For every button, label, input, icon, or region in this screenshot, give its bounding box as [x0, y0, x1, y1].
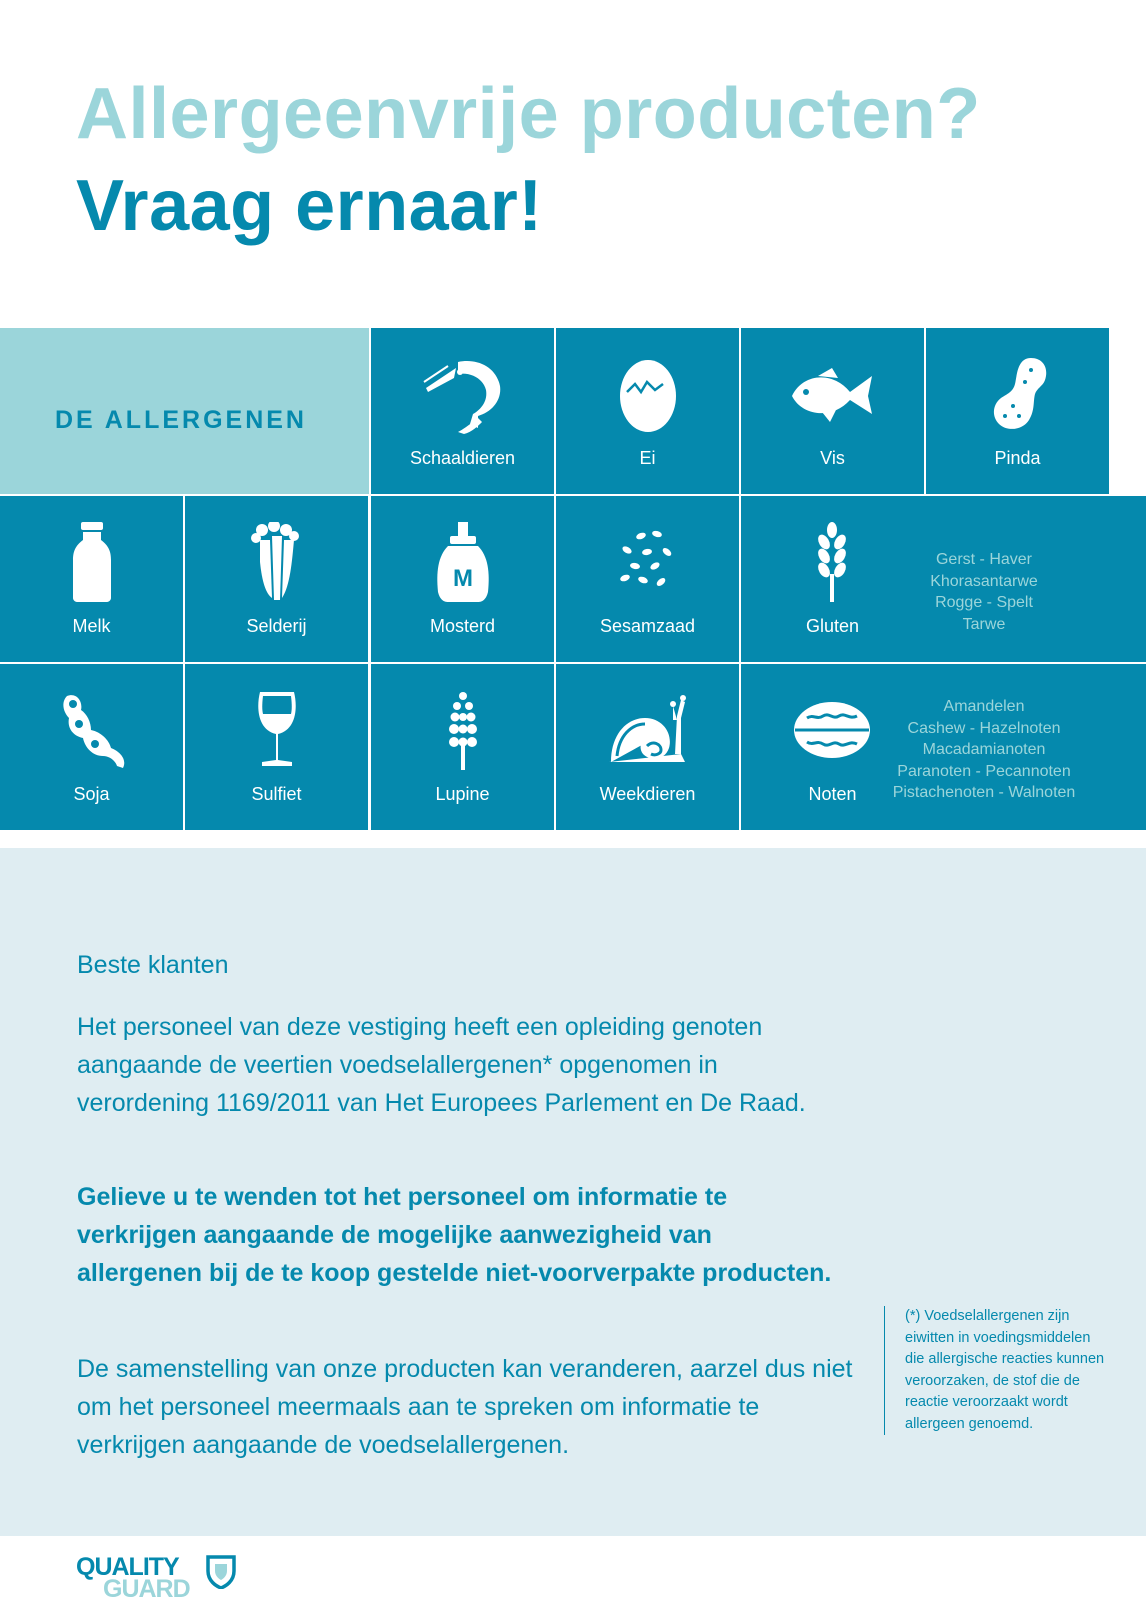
allergen-shellfish	[371, 328, 554, 494]
egg-icon	[603, 354, 693, 434]
allergen-label: Lupine	[435, 784, 490, 804]
grid-header-label: DE ALLERGENEN	[55, 406, 307, 434]
allergen-label: Sulfiet	[251, 784, 302, 804]
logo-line-1: QUALITY	[76, 1553, 179, 1581]
nuts-detail-line: Amandelen	[943, 698, 1025, 715]
allergen-label: Pinda	[994, 448, 1041, 468]
nuts-detail-line: Cashew - Hazelnoten	[907, 719, 1061, 737]
allergen-label: Melk	[72, 616, 111, 636]
nuts-detail-line: Pistachenoten - Walnoten	[892, 784, 1076, 801]
allergen-lupine	[371, 664, 554, 830]
lupine-icon	[418, 690, 508, 770]
allergen-label: Noten	[808, 784, 857, 804]
wine-glass-icon	[232, 690, 322, 770]
allergen-label: Vis	[820, 448, 845, 468]
allergen-label: Sesamzaad	[599, 616, 696, 636]
shield-icon	[206, 1555, 236, 1589]
page-title	[76, 74, 981, 246]
nuts-detail-line: Paranoten - Pecannoten	[897, 762, 1071, 780]
allergen-egg	[556, 328, 739, 494]
nuts-detail-line: Macadamianoten	[922, 741, 1046, 758]
allergen-label: Weekdieren	[599, 784, 696, 804]
soybean-icon	[47, 690, 137, 770]
allergen-label: Gluten	[805, 616, 860, 636]
nuts-detail	[869, 696, 1099, 804]
allergen-sulfite	[185, 664, 368, 830]
snail-icon	[603, 690, 693, 770]
allergen-nuts	[741, 664, 1146, 830]
allergen-fish	[741, 328, 924, 494]
gluten-detail-line: Rogge - Spelt	[935, 594, 1033, 611]
milk-bottle-icon	[47, 522, 137, 602]
allergen-label: Mosterd	[429, 616, 496, 636]
info-paragraph-3: De samenstelling van onze producten kan veranderen, aarzel dus niet om het personeel meermaals aan te spreken om informatie te verkrijgen aangaande de voedselallergenen.	[77, 1355, 853, 1459]
allergen-grid	[0, 328, 1146, 848]
grid-header	[0, 328, 369, 494]
allergen-sesame	[556, 496, 739, 662]
gluten-detail-line: Gerst - Haver	[935, 551, 1032, 568]
sesame-seeds-icon	[603, 522, 693, 602]
allergen-label: Ei	[639, 448, 656, 468]
allergen-mustard	[371, 496, 554, 662]
quality-guard-logo	[76, 1553, 266, 1605]
gluten-detail-line: Tarwe	[962, 615, 1006, 633]
allergen-gluten	[741, 496, 1146, 662]
celery-icon	[232, 522, 322, 602]
footnote: (*) Voedselallergenen zijn eiwitten in voedingsmiddelen die allergische reacties kunnen veroorzaken, de stof die de reactie veroorzaakt wordt allergeen genoemd.	[884, 1306, 1105, 1435]
allergen-soy	[0, 664, 183, 830]
wheat-icon	[787, 522, 877, 602]
allergen-label: Selderij	[246, 616, 307, 636]
allergen-peanut	[926, 328, 1109, 494]
walnut-icon	[787, 690, 877, 770]
gluten-detail	[869, 549, 1099, 635]
mustard-bottle-icon	[418, 522, 508, 602]
info-paragraph-1: Het personeel van deze vestiging heeft een opleiding genoten aangaande de veertien voedselallergenen* opgenomen in verordening 1169/2011 van Het Europees Parlement en De Raad.	[77, 1013, 806, 1117]
logo-line-2: GUARD	[103, 1575, 190, 1603]
mustard-letter: M	[452, 565, 473, 592]
peanut-icon	[973, 354, 1063, 434]
allergen-milk	[0, 496, 183, 662]
title-line-1: Allergeenvrije producten?	[76, 74, 981, 154]
allergen-label: Soja	[73, 784, 110, 804]
greeting: Beste klanten	[77, 951, 229, 979]
title-line-2: Vraag ernaar!	[76, 166, 543, 246]
allergen-mollusc	[556, 664, 739, 830]
fish-icon	[788, 354, 878, 434]
info-paragraph-2: Gelieve u te wenden tot het personeel om informatie te verkrijgen aangaande de mogelijke aanwezigheid van allergenen bij de te koop gestelde niet-voorverpakte producten.	[77, 1183, 832, 1287]
allergen-label: Schaaldieren	[409, 448, 516, 468]
shrimp-icon	[418, 354, 508, 434]
allergen-celery	[185, 496, 368, 662]
gluten-detail-line: Khorasantarwe	[930, 572, 1038, 590]
info-section	[0, 848, 1146, 1536]
